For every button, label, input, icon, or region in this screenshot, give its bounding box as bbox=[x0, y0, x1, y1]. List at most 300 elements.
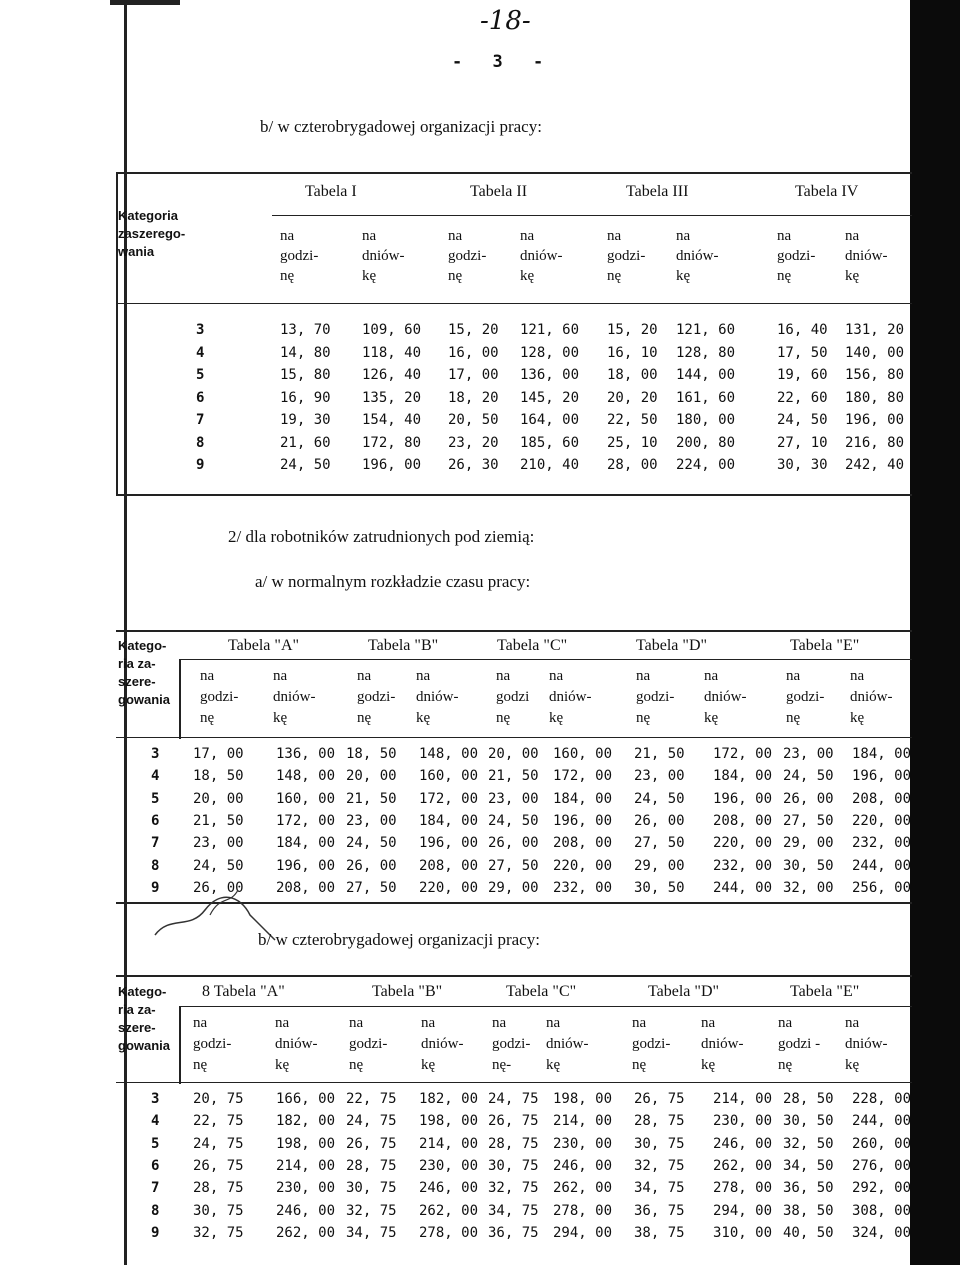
table-cell: 262, 00 bbox=[419, 1202, 479, 1219]
table-cell: 198, 00 bbox=[276, 1135, 336, 1152]
table-cell: 28, 75 bbox=[488, 1135, 539, 1152]
table-cell: 262, 00 bbox=[553, 1180, 613, 1197]
table-cell: 18, 50 bbox=[193, 768, 244, 785]
table-cell: 28, 50 bbox=[783, 1091, 834, 1107]
column-sub-header: na bbox=[520, 228, 535, 244]
table-cell: 27, 50 bbox=[346, 879, 397, 896]
table-cell: 32, 75 bbox=[488, 1180, 539, 1197]
column-sub-header: godzi - bbox=[778, 1036, 821, 1052]
table2-top-border bbox=[116, 630, 912, 632]
table-cell: 40, 50 bbox=[783, 1224, 834, 1241]
table-cell: 294, 00 bbox=[553, 1224, 613, 1241]
table-cell: 172, 00 bbox=[553, 768, 613, 785]
table-cell: 36, 75 bbox=[488, 1224, 539, 1241]
table-cell: 184, 00 bbox=[553, 790, 613, 807]
table-cell: 172, 80 bbox=[362, 434, 422, 451]
column-sub-header: nę bbox=[448, 268, 463, 284]
table-cell: 26, 00 bbox=[783, 790, 834, 807]
table-cell: 18, 50 bbox=[346, 746, 397, 762]
table-cell: 109, 60 bbox=[362, 322, 422, 338]
table-cell: 28, 75 bbox=[634, 1113, 685, 1130]
table-cell: 214, 00 bbox=[419, 1135, 479, 1152]
column-sub-header: nę bbox=[636, 710, 651, 726]
table-cell: 224, 00 bbox=[676, 457, 736, 473]
table-cell: 256, 00 bbox=[852, 879, 912, 896]
table-cell: 36, 75 bbox=[634, 1202, 685, 1219]
category-header-line: ria za- bbox=[118, 1002, 156, 1017]
table-cell: 184, 00 bbox=[852, 746, 912, 762]
table-cell: 32, 75 bbox=[346, 1202, 397, 1219]
table-cell: 38, 75 bbox=[634, 1224, 685, 1241]
table-cell: 18, 20 bbox=[448, 389, 499, 406]
category-cell: 4 bbox=[196, 344, 205, 361]
table-cell: 16, 10 bbox=[607, 344, 658, 361]
table-cell: 230, 00 bbox=[419, 1157, 479, 1174]
table-cell: 24, 50 bbox=[280, 457, 331, 473]
table-cell: 220, 00 bbox=[852, 812, 912, 829]
table-cell: 128, 00 bbox=[520, 344, 580, 361]
table-cell: 27, 50 bbox=[783, 812, 834, 829]
table-cell: 145, 20 bbox=[520, 389, 580, 406]
table-cell: 34, 75 bbox=[634, 1180, 685, 1197]
table-cell: 126, 40 bbox=[362, 367, 422, 383]
table-cell: 28, 75 bbox=[193, 1180, 244, 1197]
table-cell: 26, 75 bbox=[346, 1135, 397, 1152]
table-cell: 182, 00 bbox=[419, 1091, 479, 1107]
table-group-header: Tabela I bbox=[305, 183, 357, 200]
column-sub-header: nę bbox=[607, 268, 622, 284]
column-sub-header: na bbox=[200, 668, 215, 684]
table-cell: 246, 00 bbox=[713, 1135, 773, 1152]
section-heading-b1: b/ w czterobrygadowej organizacji pracy: bbox=[260, 117, 542, 136]
table-cell: 214, 00 bbox=[276, 1157, 336, 1174]
column-sub-header: na bbox=[193, 1015, 208, 1031]
table-cell: 220, 00 bbox=[419, 879, 479, 896]
column-sub-header: nę- bbox=[492, 1057, 512, 1073]
section-heading-2a: a/ w normalnym rozkładzie czasu pracy: bbox=[255, 572, 531, 591]
column-sub-header: kę bbox=[845, 268, 860, 284]
table-cell: 26, 00 bbox=[488, 835, 539, 852]
table-cell: 148, 00 bbox=[276, 768, 336, 785]
table-cell: 24, 75 bbox=[193, 1135, 244, 1152]
table-cell: 14, 80 bbox=[280, 344, 331, 361]
table-cell: 278, 00 bbox=[713, 1180, 773, 1197]
column-sub-header: na bbox=[632, 1015, 647, 1031]
table-cell: 216, 80 bbox=[845, 434, 905, 451]
column-sub-header: kę bbox=[273, 710, 288, 726]
table-cell: 140, 00 bbox=[845, 344, 905, 361]
column-sub-header: godzi- bbox=[193, 1036, 232, 1052]
table-cell: 15, 20 bbox=[448, 322, 499, 338]
table-cell: 230, 00 bbox=[713, 1113, 773, 1130]
table-cell: 26, 75 bbox=[193, 1157, 244, 1174]
table-cell: 24, 50 bbox=[193, 857, 244, 874]
table-cell: 232, 00 bbox=[852, 835, 912, 852]
category-header-line: szere- bbox=[118, 1020, 156, 1035]
category-cell: 4 bbox=[151, 768, 160, 785]
table2-category-header bbox=[118, 637, 170, 709]
table-group-header: Tabela "C" bbox=[497, 637, 568, 654]
table-cell: 208, 00 bbox=[713, 812, 773, 829]
category-header-line: Katego- bbox=[118, 638, 167, 653]
table-cell: 244, 00 bbox=[852, 1113, 912, 1130]
table-cell: 230, 00 bbox=[276, 1180, 336, 1197]
table-cell: 246, 00 bbox=[276, 1202, 336, 1219]
table-cell: 198, 00 bbox=[419, 1113, 479, 1130]
table-cell: 196, 00 bbox=[553, 812, 613, 829]
column-sub-header: kę bbox=[520, 268, 535, 284]
table-cell: 294, 00 bbox=[713, 1202, 773, 1219]
category-header-line: Kategoria bbox=[118, 208, 178, 223]
table-cell: 208, 00 bbox=[276, 879, 336, 896]
column-sub-header: nę bbox=[280, 268, 295, 284]
column-sub-header: kę bbox=[275, 1057, 290, 1073]
table-cell: 200, 80 bbox=[676, 434, 736, 451]
column-sub-header: kę bbox=[676, 268, 691, 284]
table-cell: 21, 50 bbox=[193, 812, 244, 829]
table-cell: 246, 00 bbox=[419, 1180, 479, 1197]
table-cell: 136, 00 bbox=[276, 746, 336, 762]
table-cell: 23, 00 bbox=[634, 768, 685, 785]
category-header-line: gowania bbox=[118, 1038, 171, 1053]
table-cell: 16, 00 bbox=[448, 344, 499, 361]
category-cell: 3 bbox=[196, 322, 205, 338]
table-cell: 20, 00 bbox=[346, 768, 397, 785]
table-cell: 22, 50 bbox=[607, 412, 658, 428]
table-cell: 22, 75 bbox=[193, 1113, 244, 1130]
category-cell: 4 bbox=[151, 1113, 160, 1130]
table-cell: 29, 00 bbox=[634, 857, 685, 874]
table-cell: 324, 00 bbox=[852, 1224, 912, 1241]
column-sub-header: dniów- bbox=[362, 248, 405, 264]
table-cell: 184, 00 bbox=[419, 812, 479, 829]
table-cell: 172, 00 bbox=[276, 812, 336, 829]
column-sub-header: dniów- bbox=[273, 689, 316, 705]
column-sub-header: nę bbox=[200, 710, 215, 726]
column-sub-header: nę bbox=[778, 1057, 793, 1073]
table-cell: 182, 00 bbox=[276, 1113, 336, 1130]
column-sub-header: nę bbox=[786, 710, 801, 726]
column-sub-header: godzi- bbox=[786, 689, 825, 705]
table-cell: 26, 00 bbox=[346, 857, 397, 874]
table-cell: 24, 50 bbox=[783, 768, 834, 785]
category-cell: 3 bbox=[151, 746, 160, 762]
column-sub-header: dniów- bbox=[421, 1036, 464, 1052]
table-cell: 278, 00 bbox=[419, 1224, 479, 1241]
column-sub-header: dniów- bbox=[546, 1036, 589, 1052]
table1-header-bottom bbox=[116, 303, 912, 304]
category-cell: 3 bbox=[151, 1091, 160, 1107]
table-cell: 121, 60 bbox=[676, 322, 736, 338]
table-cell: 32, 75 bbox=[193, 1224, 244, 1241]
column-sub-header: kę bbox=[362, 268, 377, 284]
table-cell: 208, 00 bbox=[553, 835, 613, 852]
table-cell: 196, 00 bbox=[362, 457, 422, 473]
table-cell: 214, 00 bbox=[713, 1091, 773, 1107]
table-cell: 17, 00 bbox=[193, 746, 244, 762]
table-cell: 24, 75 bbox=[346, 1113, 397, 1130]
category-cell: 5 bbox=[151, 790, 160, 807]
column-sub-header: na bbox=[850, 668, 865, 684]
table-group-header: Tabela III bbox=[626, 183, 689, 200]
category-header-line: wania bbox=[118, 244, 155, 259]
table-group-header: Tabela "D" bbox=[636, 637, 708, 654]
table-cell: 20, 20 bbox=[607, 389, 658, 406]
table-cell: 196, 00 bbox=[419, 835, 479, 852]
table-cell: 22, 75 bbox=[346, 1091, 397, 1107]
column-sub-header: dniów- bbox=[850, 689, 893, 705]
column-sub-header: na bbox=[786, 668, 801, 684]
column-sub-header: na bbox=[349, 1015, 364, 1031]
table-cell: 118, 40 bbox=[362, 344, 422, 361]
table-cell: 276, 00 bbox=[852, 1157, 912, 1174]
section-heading-2: 2/ dla robotników zatrudnionych pod ziemią: bbox=[228, 527, 535, 546]
table-cell: 20, 00 bbox=[193, 790, 244, 807]
table-cell: 19, 60 bbox=[777, 367, 828, 383]
category-header-line: gowania bbox=[118, 692, 171, 707]
category-cell: 7 bbox=[196, 412, 205, 428]
table-cell: 262, 00 bbox=[713, 1157, 773, 1174]
table-group-header: Tabela "E" bbox=[790, 637, 860, 654]
column-sub-header: nę bbox=[632, 1057, 647, 1073]
column-sub-header: godzi- bbox=[200, 689, 239, 705]
column-sub-header: na bbox=[273, 668, 288, 684]
table-cell: 30, 30 bbox=[777, 457, 828, 473]
table-cell: 26, 00 bbox=[193, 879, 244, 896]
column-sub-header: dniów- bbox=[845, 1036, 888, 1052]
table-cell: 308, 00 bbox=[852, 1202, 912, 1219]
table-cell: 19, 30 bbox=[280, 412, 331, 428]
table-cell: 32, 75 bbox=[634, 1157, 685, 1174]
category-header-line: zaszerego- bbox=[118, 226, 186, 241]
table-cell: 246, 00 bbox=[553, 1157, 613, 1174]
table-cell: 29, 00 bbox=[488, 879, 539, 896]
table-cell: 166, 00 bbox=[276, 1091, 336, 1107]
table-group-header: Tabela "C" bbox=[506, 983, 577, 1000]
table-cell: 16, 40 bbox=[777, 322, 828, 338]
table-cell: 214, 00 bbox=[553, 1113, 613, 1130]
table-cell: 30, 75 bbox=[193, 1202, 244, 1219]
category-cell: 9 bbox=[151, 879, 160, 896]
table-cell: 242, 40 bbox=[845, 457, 905, 473]
column-sub-header: na bbox=[701, 1015, 716, 1031]
category-header-line: szere- bbox=[118, 674, 156, 689]
table-cell: 198, 00 bbox=[553, 1091, 613, 1107]
table-cell: 228, 00 bbox=[852, 1091, 912, 1107]
table-cell: 27, 50 bbox=[634, 835, 685, 852]
column-sub-header: dniów- bbox=[704, 689, 747, 705]
handwritten-page-number: -18- bbox=[480, 6, 531, 36]
table-cell: 260, 00 bbox=[852, 1135, 912, 1152]
table-cell: 164, 00 bbox=[520, 412, 580, 428]
table1-category-header bbox=[118, 207, 185, 261]
table-cell: 172, 00 bbox=[419, 790, 479, 807]
column-sub-header: na bbox=[496, 668, 511, 684]
table-cell: 34, 75 bbox=[488, 1202, 539, 1219]
table1-top-border bbox=[116, 172, 912, 174]
column-sub-header: godzi- bbox=[448, 248, 487, 264]
table-cell: 172, 00 bbox=[713, 746, 773, 762]
column-sub-header: godzi- bbox=[636, 689, 675, 705]
table-cell: 26, 30 bbox=[448, 457, 499, 473]
table-cell: 208, 00 bbox=[419, 857, 479, 874]
table-cell: 232, 00 bbox=[713, 857, 773, 874]
table-cell: 24, 50 bbox=[634, 790, 685, 807]
table2-group-underline bbox=[180, 659, 912, 660]
table-cell: 20, 50 bbox=[448, 412, 499, 428]
table-cell: 160, 00 bbox=[553, 746, 613, 762]
table-cell: 30, 50 bbox=[783, 1113, 834, 1130]
table-cell: 13, 70 bbox=[280, 322, 331, 338]
table-cell: 230, 00 bbox=[553, 1135, 613, 1152]
table-cell: 21, 50 bbox=[634, 746, 685, 762]
column-sub-header: na bbox=[777, 228, 792, 244]
column-sub-header: na bbox=[448, 228, 463, 244]
table-cell: 196, 00 bbox=[713, 790, 773, 807]
table-group-header: Tabela "E" bbox=[790, 983, 860, 1000]
table-cell: 28, 00 bbox=[607, 457, 658, 473]
column-sub-header: kę bbox=[416, 710, 431, 726]
table-group-header: Tabela II bbox=[470, 183, 528, 200]
table-cell: 232, 00 bbox=[553, 879, 613, 896]
column-sub-header: na bbox=[492, 1015, 507, 1031]
column-sub-header: godzi- bbox=[607, 248, 646, 264]
table-cell: 292, 00 bbox=[852, 1180, 912, 1197]
table-cell: 32, 00 bbox=[783, 879, 834, 896]
category-cell: 8 bbox=[196, 434, 205, 451]
table-cell: 38, 50 bbox=[783, 1202, 834, 1219]
table-cell: 196, 00 bbox=[852, 768, 912, 785]
table-cell: 184, 00 bbox=[713, 768, 773, 785]
category-header-line: ria za- bbox=[118, 656, 156, 671]
column-sub-header: dniów- bbox=[676, 248, 719, 264]
column-sub-header: na bbox=[357, 668, 372, 684]
table-group-header: Tabela IV bbox=[795, 183, 859, 200]
table-cell: 28, 75 bbox=[346, 1157, 397, 1174]
category-cell: 9 bbox=[151, 1224, 160, 1241]
top-corner-mark bbox=[110, 0, 180, 5]
table-cell: 32, 50 bbox=[783, 1135, 834, 1152]
table-cell: 30, 75 bbox=[346, 1180, 397, 1197]
table-cell: 22, 60 bbox=[777, 389, 828, 406]
table-cell: 20, 00 bbox=[488, 746, 539, 762]
column-sub-header: godzi- bbox=[357, 689, 396, 705]
category-header-line: Katego- bbox=[118, 984, 167, 999]
table-cell: 208, 00 bbox=[852, 790, 912, 807]
table-cell: 15, 80 bbox=[280, 367, 331, 383]
table-cell: 34, 75 bbox=[346, 1224, 397, 1241]
column-sub-header: na bbox=[607, 228, 622, 244]
column-sub-header: na bbox=[845, 228, 860, 244]
table-cell: 23, 00 bbox=[193, 835, 244, 852]
table-cell: 244, 00 bbox=[852, 857, 912, 874]
table3-category-header bbox=[118, 983, 170, 1055]
column-sub-header: dniów- bbox=[275, 1036, 318, 1052]
column-sub-header: kę bbox=[850, 710, 865, 726]
column-sub-header: nę bbox=[193, 1057, 208, 1073]
column-sub-header: godzi bbox=[496, 689, 530, 705]
table-group-header: Tabela "A" bbox=[228, 637, 300, 654]
table3-header-bottom bbox=[116, 1082, 912, 1083]
table-cell: 34, 50 bbox=[783, 1157, 834, 1174]
column-sub-header: dniów- bbox=[520, 248, 563, 264]
table-cell: 262, 00 bbox=[276, 1224, 336, 1241]
table-cell: 26, 75 bbox=[488, 1113, 539, 1130]
table-cell: 156, 80 bbox=[845, 367, 905, 383]
category-cell: 8 bbox=[151, 1202, 160, 1219]
table-cell: 196, 00 bbox=[276, 857, 336, 874]
table-cell: 185, 60 bbox=[520, 434, 580, 451]
category-cell: 6 bbox=[196, 389, 205, 406]
table-cell: 36, 50 bbox=[783, 1180, 834, 1197]
left-page-rule bbox=[124, 0, 127, 1265]
table-cell: 160, 00 bbox=[276, 790, 336, 807]
column-sub-header: na bbox=[636, 668, 651, 684]
table-group-header: 8 Tabela "A" bbox=[202, 983, 285, 1000]
category-cell: 6 bbox=[151, 1157, 160, 1174]
table3-group-underline bbox=[180, 1006, 912, 1007]
table-cell: 131, 20 bbox=[845, 322, 905, 338]
table-cell: 160, 00 bbox=[419, 768, 479, 785]
column-sub-header: godzi- bbox=[280, 248, 319, 264]
table-cell: 29, 00 bbox=[783, 835, 834, 852]
table-cell: 30, 50 bbox=[783, 857, 834, 874]
column-sub-header: na bbox=[421, 1015, 436, 1031]
table-cell: 121, 60 bbox=[520, 322, 580, 338]
column-sub-header: nę bbox=[357, 710, 372, 726]
column-sub-header: godzi- bbox=[349, 1036, 388, 1052]
column-sub-header: nę bbox=[777, 268, 792, 284]
table-cell: 161, 60 bbox=[676, 389, 736, 406]
table-cell: 180, 00 bbox=[676, 412, 736, 428]
table-cell: 21, 50 bbox=[346, 790, 397, 807]
table-group-header: Tabela "B" bbox=[372, 983, 443, 1000]
table-cell: 27, 10 bbox=[777, 434, 828, 451]
table-cell: 23, 00 bbox=[783, 746, 834, 762]
table-cell: 154, 40 bbox=[362, 412, 422, 428]
table-cell: 23, 00 bbox=[346, 812, 397, 829]
typed-page-number: - 3 - bbox=[452, 52, 554, 72]
table-cell: 136, 00 bbox=[520, 367, 580, 383]
table-cell: 21, 50 bbox=[488, 768, 539, 785]
table-cell: 128, 80 bbox=[676, 344, 736, 361]
column-sub-header: kę bbox=[701, 1057, 716, 1073]
table-cell: 144, 00 bbox=[676, 367, 736, 383]
column-sub-header: na bbox=[275, 1015, 290, 1031]
table-cell: 23, 00 bbox=[488, 790, 539, 807]
column-sub-header: dniów- bbox=[845, 248, 888, 264]
table-cell: 27, 50 bbox=[488, 857, 539, 874]
column-sub-header: na bbox=[546, 1015, 561, 1031]
table-cell: 148, 00 bbox=[419, 746, 479, 762]
table-cell: 26, 75 bbox=[634, 1091, 685, 1107]
table-cell: 20, 75 bbox=[193, 1091, 244, 1107]
category-cell: 7 bbox=[151, 835, 160, 852]
table-cell: 210, 40 bbox=[520, 457, 580, 473]
column-sub-header: godzi- bbox=[632, 1036, 671, 1052]
table-cell: 26, 00 bbox=[634, 812, 685, 829]
table-cell: 310, 00 bbox=[713, 1224, 773, 1241]
category-cell: 6 bbox=[151, 812, 160, 829]
table-cell: 184, 00 bbox=[276, 835, 336, 852]
column-sub-header: na bbox=[778, 1015, 793, 1031]
table-cell: 24, 75 bbox=[488, 1091, 539, 1107]
table-group-header: Tabela "B" bbox=[368, 637, 439, 654]
column-sub-header: nę bbox=[349, 1057, 364, 1073]
table-cell: 16, 90 bbox=[280, 389, 331, 406]
column-sub-header: godzi- bbox=[492, 1036, 531, 1052]
category-cell: 8 bbox=[151, 857, 160, 874]
